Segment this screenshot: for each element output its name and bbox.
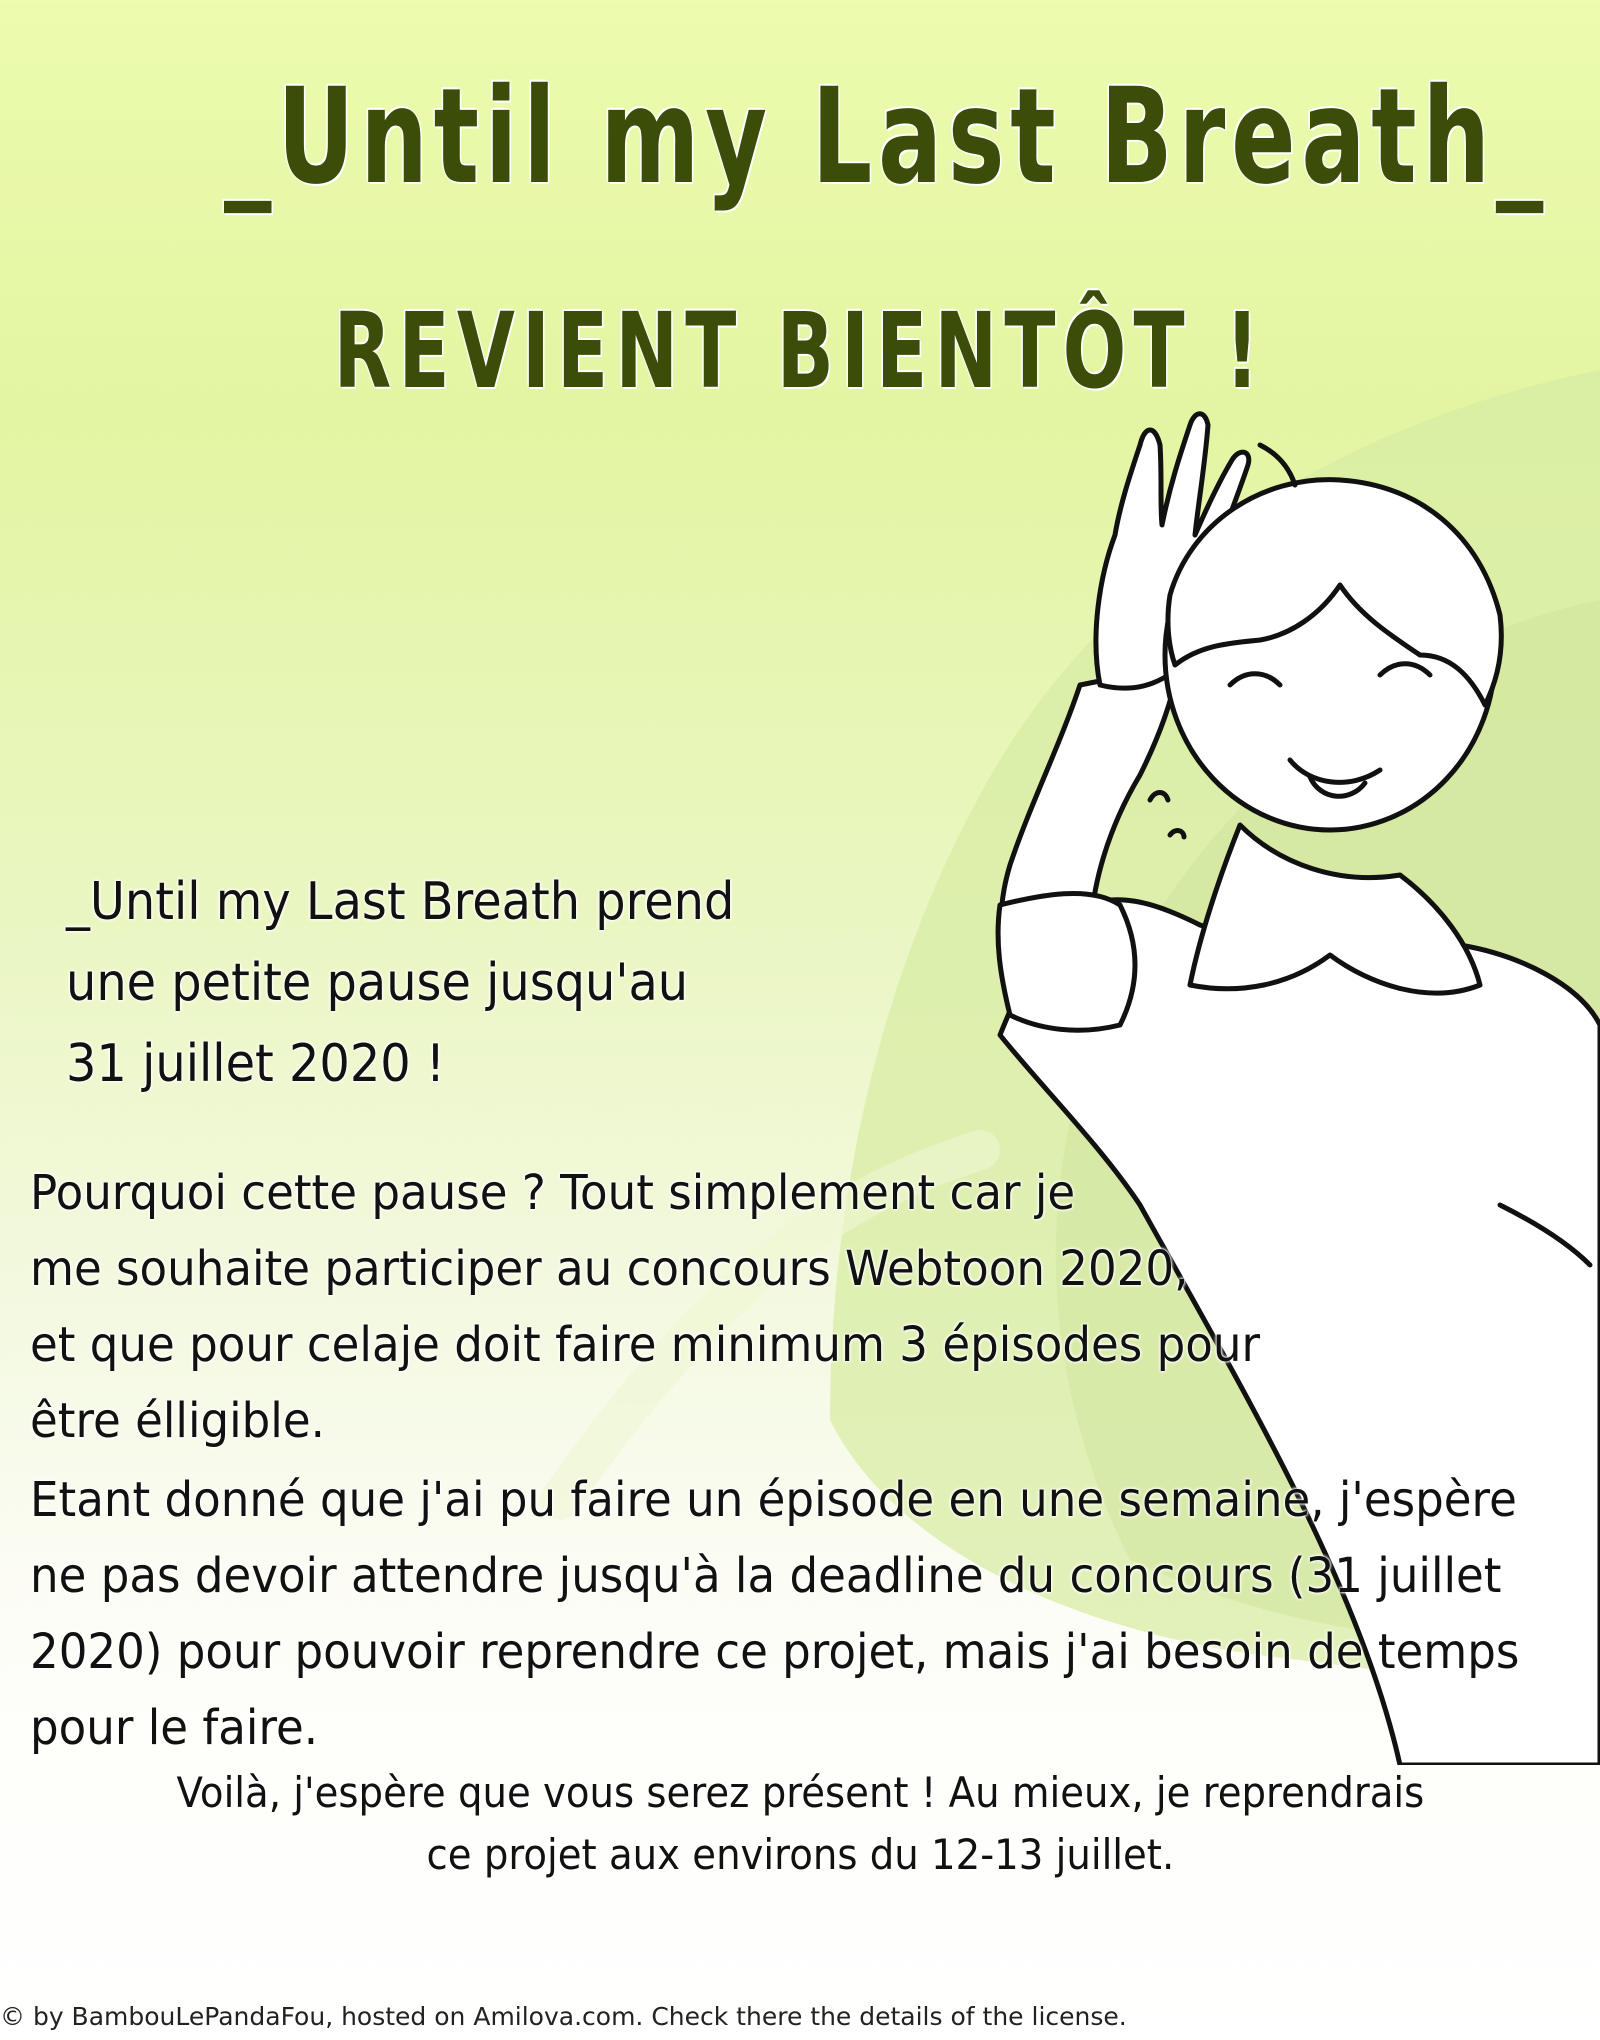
closing-text xyxy=(0,1762,1600,1886)
intro-line: 31 juillet 2020 ! xyxy=(66,1034,446,1094)
page-subtitle: REVIENT BIENTÔT ! xyxy=(333,290,1267,412)
paragraph-line: 2020) pour pouvoir reprendre ce projet, mais j'ai besoin de temps xyxy=(30,1624,1520,1680)
paragraph-line: me souhaite participer au concours Webtoon 2020, xyxy=(30,1241,1189,1297)
paragraph-line: Etant donné que j'ai pu faire un épisode en une semaine, j'espère xyxy=(30,1472,1517,1528)
paragraph-reason xyxy=(30,1155,1384,1459)
paragraph-line: ne pas devoir attendre jusqu'à la deadline du concours (31 juillet xyxy=(30,1548,1502,1604)
intro-text xyxy=(66,862,820,1105)
intro-line: _Until my Last Breath prend xyxy=(66,872,735,932)
paragraph-line: pour le faire. xyxy=(30,1700,319,1756)
page-title: _Until my Last Breath_ xyxy=(224,60,1550,214)
closing-line: Voilà, j'espère que vous serez présent ! Au mieux, je reprendrais xyxy=(176,1768,1425,1817)
paragraph-line: et que pour celaje doit faire minimum 3 épisodes pour xyxy=(30,1317,1261,1373)
copyright-footer: © by BambouLePandaFou, hosted on Amilova.com. Check there the details of the license. xyxy=(0,2002,1127,2031)
paragraph-deadline xyxy=(30,1462,1572,1766)
closing-line: ce projet aux environs du 12-13 juillet. xyxy=(426,1830,1175,1879)
intro-line: une petite pause jusqu'au xyxy=(66,953,689,1013)
paragraph-line: Pourquoi cette pause ? Tout simplement car je xyxy=(30,1165,1076,1221)
paragraph-line: être élligible. xyxy=(30,1393,325,1449)
